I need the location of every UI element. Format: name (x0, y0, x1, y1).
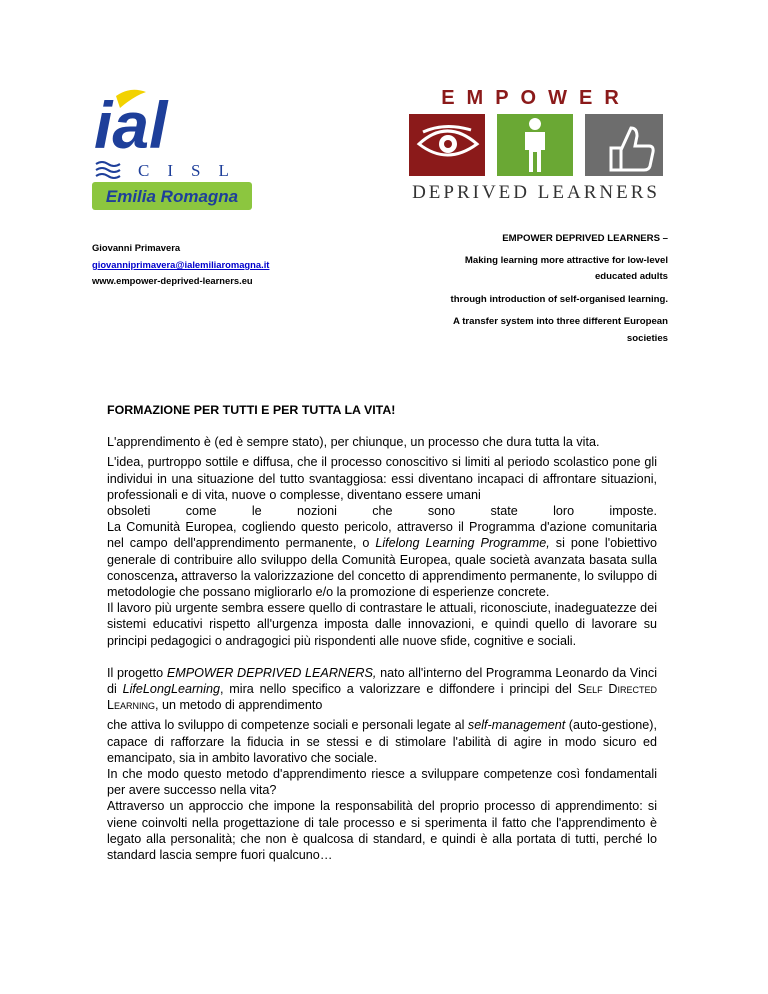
ial-logo-region: Emilia Romagna (105, 187, 239, 206)
project-subtitle-line2: educated adults (594, 271, 668, 282)
empower-logo-bottom: DEPRIVED LEARNERS (412, 182, 660, 203)
paragraph-8: Attraverso un approccio che impone la responsabilità del proprio processo di apprendimento: si viene coinvolti nella progettazione di tale processo e si sperimenta il fatto che l'apprendimento è legato alla personalità; che non è qualcosa di standard, e quindi è alla portata di tutti, perché lo standard lascia sempre fuori qualcuno… (107, 799, 657, 863)
paragraph-7: In che modo questo metodo d'apprendimento riesce a sviluppare competenze così fondamentali per avere successo nella vita? (107, 767, 657, 798)
ial-cisl-logo (90, 86, 258, 214)
paragraph-1: L'apprendimento è (ed è sempre stato), per chiunque, un processo che dura tutta la vita. (107, 435, 600, 450)
paragraph-5: Il progetto EMPOWER DEPRIVED LEARNERS, nato all'interno del Programma Leonardo da Vinci di LifeLongLearning, mira nello specifico a valorizzare e diffondere i principi del Self Directed Learning, un metodo di apprendimento (107, 665, 657, 713)
paragraph-3: La Comunità Europea, cogliendo questo pericolo, attraverso il Programma d'azione comunitaria nel campo dell'apprendimento permanente, o Lifelong Learning Programme, si pone l'obiettivo generale di contribuire allo sviluppo della Comunità Europea, quale società avanzata basata sulla conoscenza, attraverso la valorizzazione del concetto di apprendimento permanente, lo sviluppo di metodologie che possano migliorarlo e/o la promozione di esperienze concrete. (107, 520, 658, 600)
article-body (107, 402, 657, 863)
empower-logo-top: EMPOWER (441, 87, 631, 109)
paragraph-2-last-line: obsoleti come le nozioni che sono state loro imposte. (107, 504, 657, 519)
ial-logo-word: ial (94, 88, 168, 162)
author-email-link[interactable]: giovanniprimavera@ialemiliaromagna.it (92, 259, 270, 270)
empower-deprived-learners-logo (405, 86, 667, 206)
project-title: EMPOWER DEPRIVED LEARNERS – (502, 233, 668, 244)
project-subtitle-line5: societies (626, 333, 668, 344)
project-subtitle-line1: Making learning more attractive for low-level (464, 255, 668, 266)
project-subtitle-line4: A transfer system into three different European (452, 316, 668, 327)
author-name: Giovanni Primavera (92, 242, 181, 253)
article-heading: FORMAZIONE PER TUTTI E PER TUTTA LA VITA! (107, 403, 396, 417)
paragraph-6: che attiva lo sviluppo di competenze sociali e personali legate al self-management (auto-gestione), capace di rafforzare la fiducia in se stessi e di stimolare l'abilità di agire in modo sicuro ed emancipato, sia in ambito lavorativo che sociale. (107, 718, 657, 765)
project-subtitle-line3: through introduction of self-organised learning. (450, 294, 668, 305)
project-website: www.empower-deprived-learners.eu (92, 275, 253, 286)
ial-logo-cisl: CISL (138, 161, 247, 180)
paragraph-4: Il lavoro più urgente sembra essere quello di contrastare le attuali, riconosciute, inadeguatezze dei sistemi educativi rispetto all'urgenza imposta dalle innovazioni, e quindi quello di lavorare su principi pedagogici o andragogici più rispondenti alle nuove sfide, cognitive e sociali. (107, 601, 657, 648)
paragraph-2: L'idea, purtroppo sottile e diffusa, che il processo conoscitivo si limiti al periodo scolastico pone gli individui in una situazione del tutto svantaggiosa: essi diventano incapaci di affrontare situazioni, professionali e di vita, nuove o complesse, diventano essere umani (107, 455, 657, 502)
